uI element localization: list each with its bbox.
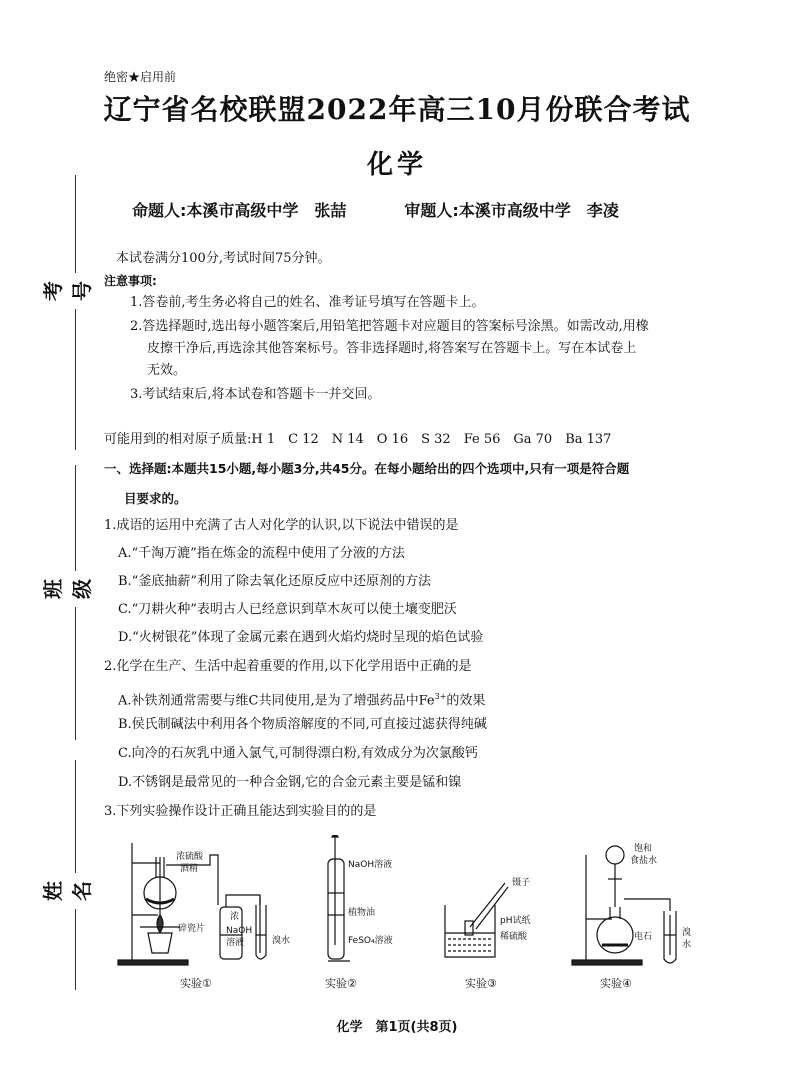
exp1-caption: 实验① (180, 977, 212, 990)
exp4-label-bromine-1: 溴 (682, 928, 692, 938)
exam-number-label: 考号 (37, 273, 95, 309)
exp3-label-ph: pH试纸 (500, 916, 531, 926)
notice-3: 3.考试结束后,将本试卷和答题卡一并交回。 (130, 387, 381, 402)
exp3-caption: 实验③ (465, 977, 497, 990)
exp2-label-feso4: FeSO₄溶液 (348, 936, 393, 946)
exp2-caption: 实验② (325, 977, 357, 990)
exp1-label-acid: 浓硫酸 (176, 852, 204, 862)
exp4-label-brine-2: 食盐水 (630, 856, 658, 866)
exp1-label-bromine: 溴水 (272, 936, 291, 946)
exp4-label-bromine-2: 水 (682, 940, 692, 950)
q2-a-sup: 3+ (434, 692, 447, 701)
notice-2-line2: 皮擦干净后,再选涂其他答案标号。答非选择题时,将答案写在答题卡上。写在本试卷上 (147, 341, 637, 356)
q1-option-c: C.“刀耕火种”表明古人已经意识到草木灰可以使土壤变肥沃 (118, 602, 457, 617)
secret-mark: 绝密★启用前 (104, 70, 177, 84)
section-heading-line1: 一、选择题:本题共15小题,每小题3分,共45分。在每小题给出的四个选项中,只有一项是符合题 (104, 461, 630, 476)
exp3-label-tweezers: 镊子 (512, 878, 531, 888)
subject-title: 化学 (366, 150, 427, 180)
exp3-apparatus (445, 883, 508, 957)
notice-2-line3: 无效。 (147, 363, 187, 378)
exp4-label-carbide: 电石 (634, 932, 653, 942)
q2-option-a (118, 686, 485, 712)
q2-a-post: 的效果 (446, 693, 486, 709)
atomic-mass: 可能用到的相对原子质量:H 1 C 12 N 14 O 16 S 32 Fe 56 Ga 70 Ba 137 (104, 432, 612, 447)
page-footer: 化学 第1页(共8页) (336, 1020, 458, 1035)
exp3-label-acid: 稀硫酸 (500, 932, 528, 942)
q2-option-b: B.侯氏制碱法中利用各个物质溶解度的不同,可直接过滤获得纯碱 (118, 717, 487, 732)
exam-title: 辽宁省名校联盟2022年高三10月份联合考试 (103, 93, 691, 126)
class-label: 班级 (37, 571, 95, 607)
exp4-apparatus (572, 846, 676, 965)
section-heading-line2: 目要求的。 (124, 491, 187, 506)
exp2-apparatus (328, 835, 350, 961)
q2-option-d: D.不锈钢是最常见的一种合金钢,它的合金元素主要是锰和镍 (118, 775, 462, 790)
exp1-label-chips: 碎瓷片 (178, 924, 206, 934)
exp4-label-brine-1: 饱和 (634, 844, 653, 854)
exp1-label-naoh-2: NaOH (226, 926, 253, 936)
exp1-label-naoh-3: 溶液 (226, 938, 245, 948)
exp4-caption: 实验④ (600, 977, 632, 990)
name-label: 姓名 (37, 873, 95, 909)
author-left: 命题人:本溪市高级中学 张喆 (132, 201, 347, 220)
authors-line (132, 198, 619, 221)
exp1-label-alcohol: 酒精 (180, 864, 199, 874)
binding-line (75, 175, 76, 450)
q1-option-b: B.“釜底抽薪”利用了除去氧化还原反应中还原剂的方法 (118, 574, 431, 589)
notice-2-line1: 2.答选择题时,选出每小题答案后,用铅笔把答题卡对应题目的答案标号涂黑。如需改动,用橡 (130, 319, 649, 334)
exp1-label-naoh-1: 浓 (230, 912, 240, 922)
experiment-figures (110, 835, 750, 995)
q3-stem: 3.下列实验操作设计正确且能达到实验目的的是 (104, 804, 377, 819)
exp2-label-naoh: NaOH溶液 (348, 860, 393, 870)
exp2-label-oil: 植物油 (348, 908, 376, 918)
q1-option-a: A.“千淘万漉”指在炼金的流程中使用了分液的方法 (118, 546, 405, 561)
q1-option-d: D.“火树银花”体现了金属元素在遇到火焰灼烧时呈现的焰色试验 (118, 630, 484, 645)
notice-1: 1.答卷前,考生务必将自己的姓名、准考证号填写在答题卡上。 (130, 295, 485, 310)
author-right: 审题人:本溪市高级中学 李凌 (404, 201, 619, 220)
notice-title: 注意事项: (104, 274, 157, 288)
q1-stem: 1.成语的运用中充满了古人对化学的认识,以下说法中错误的是 (104, 518, 459, 533)
q2-option-c: C.向冷的石灰乳中通入氯气,可制得漂白粉,有效成分为次氯酸钙 (118, 746, 478, 761)
score-time: 本试卷满分100分,考试时间75分钟。 (116, 251, 331, 266)
q2-a-pre: A.补铁剂通常需要与维C共同使用,是为了增强药品中Fe (118, 693, 435, 709)
q2-stem: 2.化学在生产、生活中起着重要的作用,以下化学用语中正确的是 (104, 659, 472, 674)
